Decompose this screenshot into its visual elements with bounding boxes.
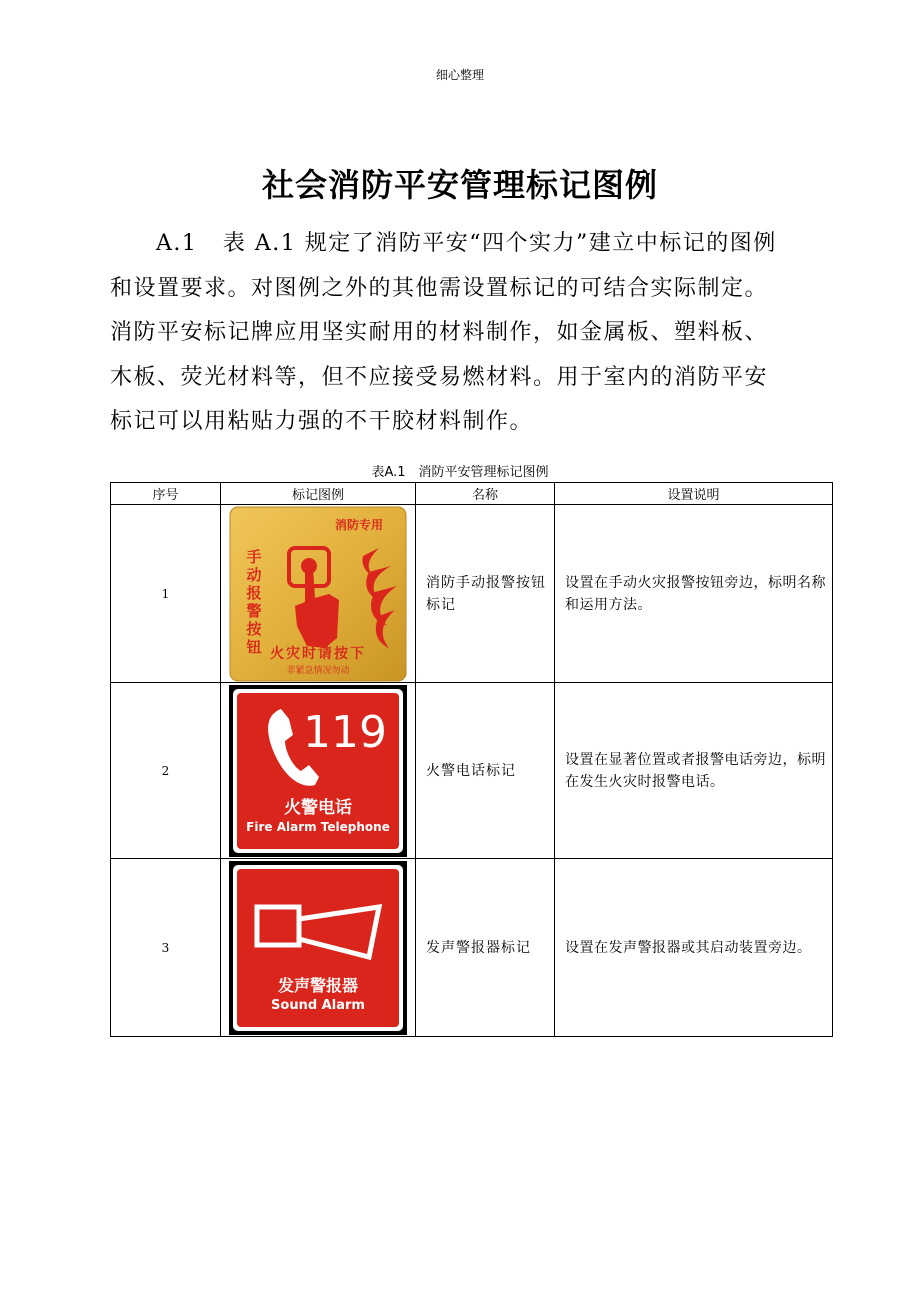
table-row	[111, 859, 833, 1037]
vertical-char: 报	[246, 583, 262, 602]
emergency-number: 119	[303, 706, 387, 758]
row-name: 消防手动报警按钮标记	[416, 505, 555, 683]
row-seq: 1	[111, 505, 221, 683]
paragraph-line: 和设置要求。对图例之外的其他需设置标记的可结合实际制定。	[110, 275, 769, 301]
vertical-char: 钮	[246, 637, 262, 656]
table-header-row	[111, 483, 833, 505]
sound-alarm-sign	[229, 861, 407, 1035]
row-seq: 2	[111, 683, 221, 859]
sign-cn-label: 火警电话	[284, 797, 352, 818]
vertical-char: 动	[246, 565, 262, 584]
manual-alarm-button-sign	[229, 506, 407, 682]
paragraph-line: 消防平安标记牌应用坚实耐用的材料制作，如金属板、塑料板、	[110, 320, 769, 345]
header-sign: 标记图例	[221, 483, 416, 505]
sign-small-text: 非紧急情况勿动	[286, 665, 350, 676]
row-desc: 设置在发声警报器或其启动装置旁边。	[555, 859, 833, 1037]
row-sign-cell	[221, 505, 416, 683]
header-desc: 设置说明	[555, 483, 833, 505]
vertical-char: 手	[246, 547, 262, 566]
header-name: 名称	[416, 483, 555, 505]
row-seq: 3	[111, 859, 221, 1037]
table-caption: 表A.1 消防平安管理标记图例	[371, 465, 549, 480]
sign-en-label: Sound Alarm	[271, 997, 365, 1013]
vertical-char: 按	[246, 619, 262, 638]
row-desc: 设置在手动火灾报警按钮旁边，标明名称和运用方法。	[555, 505, 833, 683]
sign-cn-label: 发声警报器	[277, 975, 359, 995]
row-name: 发声警报器标记	[416, 859, 555, 1037]
paragraph-line: 表 A.1 规定了消防平安“四个实力”建立中标记的图例	[222, 231, 777, 256]
paragraph-line: 标记可以用粘贴力强的不干胶材料制作。	[110, 409, 534, 434]
intro-paragraph	[110, 222, 825, 445]
fire-alarm-telephone-sign	[229, 685, 407, 857]
row-sign-cell	[221, 683, 416, 859]
document-title: 社会消防平安管理标记图例	[261, 166, 658, 204]
sign-en-label: Fire Alarm Telephone	[246, 819, 390, 834]
paragraph-line: 木板、荧光材料等，但不应接受易燃材料。用于室内的消防平安	[110, 364, 769, 390]
legend-table	[110, 482, 833, 1037]
table-row	[111, 505, 833, 683]
vertical-char: 警	[246, 601, 262, 620]
clause-number: A.1	[156, 231, 198, 256]
row-name: 火警电话标记	[416, 683, 555, 859]
header-seq: 序号	[111, 483, 221, 505]
sign-tag-text: 消防专用	[334, 517, 384, 532]
page-header: 细心整理	[435, 68, 484, 82]
table-row	[111, 683, 833, 859]
row-desc: 设置在显著位置或者报警电话旁边，标明在发生火灾时报警电话。	[555, 683, 833, 859]
sign-bottom-text: 火灾时请按下	[270, 645, 366, 662]
row-sign-cell	[221, 859, 416, 1037]
